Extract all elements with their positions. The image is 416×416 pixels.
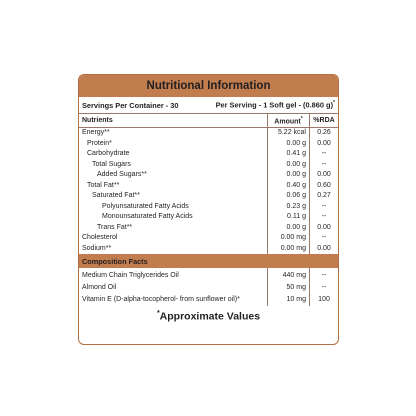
composition-name: Almond Oil	[82, 284, 117, 292]
composition-rda: 100	[310, 294, 339, 306]
nutrient-name: Energy**	[82, 129, 110, 137]
nutrient-name: Sodium**	[82, 244, 112, 252]
composition-name: Vitamin E (D-alpha-tocopherol- from sunflower oil)*	[82, 296, 240, 304]
nutrient-row	[79, 160, 338, 171]
nutrient-rda: --	[310, 160, 339, 171]
nutrient-amount: 0.41 g	[268, 149, 310, 160]
composition-rda: --	[310, 282, 339, 294]
nutrient-row	[79, 139, 338, 150]
nutrient-row	[79, 212, 338, 223]
composition-rda: --	[310, 268, 339, 282]
servings-per-container: Servings Per Container - 30	[82, 100, 179, 110]
per-serving: Per Serving - 1 Soft gel - (0.860 g)*	[215, 100, 335, 110]
nutrient-amount: 0.00 g	[268, 223, 310, 234]
composition-table	[79, 268, 338, 306]
column-rda: %RDA	[310, 114, 339, 128]
composition-amount: 440 mg	[268, 268, 310, 282]
nutrient-name: Trans Fat**	[97, 223, 133, 231]
nutrient-rda: 0.26	[310, 128, 339, 139]
nutrient-amount: 0.23 g	[268, 202, 310, 213]
nutrient-amount: 0.00 g	[268, 139, 310, 150]
approximate-values-note: *Approximate Values	[156, 310, 261, 323]
nutrient-name: Protein*	[87, 139, 112, 147]
nutrient-rda: 0.60	[310, 181, 339, 192]
nutrient-amount: 0.00 g	[268, 160, 310, 171]
nutrient-rda: --	[310, 202, 339, 213]
nutrient-rda: 0.27	[310, 191, 339, 202]
panel-title: Nutritional Information	[79, 75, 338, 97]
nutrient-row	[79, 191, 338, 202]
composition-row	[79, 268, 338, 282]
nutrient-row	[79, 170, 338, 181]
composition-name: Medium Chain Triglycerides Oil	[82, 272, 179, 280]
composition-title: Composition Facts	[79, 254, 338, 268]
nutrient-name: Total Sugars	[92, 160, 131, 168]
nutrient-name: Added Sugars**	[97, 171, 147, 179]
nutrient-rda: 0.00	[310, 170, 339, 181]
nutrient-amount: 0.06 g	[268, 191, 310, 202]
column-nutrients: Nutrients	[79, 114, 268, 128]
nutrient-name: Total Fat**	[87, 181, 120, 189]
nutrient-row	[79, 244, 338, 255]
nutrient-row	[79, 149, 338, 160]
composition-row	[79, 282, 338, 294]
nutrient-amount: 0.00 g	[268, 170, 310, 181]
nutrient-amount: 5.22 kcal	[268, 128, 310, 139]
composition-amount: 50 mg	[268, 282, 310, 294]
composition-row	[79, 294, 338, 306]
nutrient-name: Carbohydrate	[87, 150, 130, 158]
nutrient-row	[79, 202, 338, 213]
nutrient-name: Polyunsaturated Fatty Acids	[102, 202, 189, 210]
nutrient-amount: 0.11 g	[268, 212, 310, 223]
nutrient-amount: 0.00 mg	[268, 244, 310, 255]
nutrient-rda: --	[310, 149, 339, 160]
nutrient-rda: --	[310, 212, 339, 223]
column-amount: Amount*	[268, 114, 310, 128]
nutrition-panel	[78, 74, 339, 345]
nutrient-amount: 0.40 g	[268, 181, 310, 192]
nutrient-name: Cholesterol	[82, 234, 118, 242]
nutrient-name: Saturated Fat**	[92, 192, 140, 200]
nutrient-amount: 0.00 mg	[268, 233, 310, 244]
nutrient-rda: --	[310, 233, 339, 244]
nutrient-row	[79, 128, 338, 139]
nutrient-rda: 0.00	[310, 244, 339, 255]
servings-row	[79, 97, 338, 114]
nutrient-name: Monounsaturated Fatty Acids	[102, 213, 193, 221]
nutrient-row	[79, 223, 338, 234]
per-serving-mark: *	[333, 100, 335, 107]
nutrient-rda: 0.00	[310, 223, 339, 234]
composition-amount: 10 mg	[268, 294, 310, 306]
nutrient-row	[79, 181, 338, 192]
nutrients-header-row	[79, 114, 338, 128]
nutrient-rda: 0.00	[310, 139, 339, 150]
nutrients-table	[79, 114, 338, 254]
nutrient-row	[79, 233, 338, 244]
